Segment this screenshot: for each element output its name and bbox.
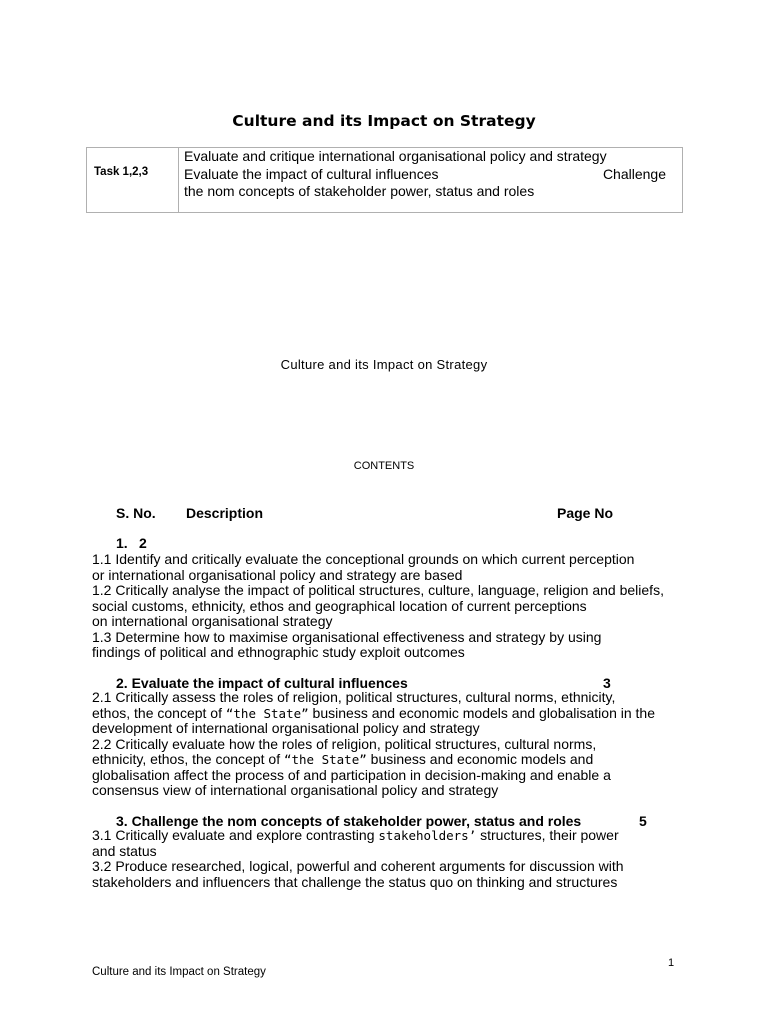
section-2-line: 2.2 Critically evaluate how the roles of religion, political structures, cultural norms,: [92, 735, 597, 752]
quoted-term: “the State”: [225, 705, 309, 721]
task-line-2-right: Challenge: [602, 165, 666, 182]
document-title: Culture and its Impact on Strategy: [232, 112, 536, 130]
section-1-page: 2: [139, 535, 147, 551]
task-line-2: [184, 166, 666, 184]
section-2-heading: 2. Evaluate the impact of cultural influences: [116, 675, 408, 691]
section-2-line: 2.1 Critically assess the roles of religion, political structures, cultural norms, ethnicity,: [92, 689, 616, 705]
section-1-line: or international organisational policy and strategy are based: [92, 566, 463, 583]
section-2-line: ethos, the concept of “the State” business and economic models and globalisation in the: [92, 704, 656, 721]
header-description: Description: [186, 505, 264, 521]
section-1-line: findings of political and ethnographic study exploit outcomes: [92, 644, 465, 660]
section-2-line: development of international organisational policy and strategy: [92, 720, 480, 736]
task-line-2-left: Evaluate the impact of cultural influences: [184, 165, 439, 182]
section-2-page: 3: [603, 675, 611, 691]
section-2-line: consensus view of international organisational policy and strategy: [92, 782, 499, 798]
section-2-line: ethnicity, ethos, the concept of “the State” business and economic models and: [92, 751, 594, 767]
section-3-line: stakeholders and influencers that challenge the status quo on thinking and structures: [92, 873, 618, 890]
quoted-term: “the State”: [283, 752, 367, 767]
header-sno: S. No.: [116, 505, 156, 521]
section-1-line: 1.1 Identify and critically evaluate the conceptional grounds on which current perception: [92, 551, 635, 567]
section-3-line: 3.2 Produce researched, logical, powerful and coherent arguments for discussion with: [92, 858, 624, 874]
section-3-page: 5: [639, 813, 647, 829]
section-1-number: 1.: [116, 535, 128, 551]
task-line-1: Evaluate and critique international organisational policy and strategy: [184, 148, 607, 164]
section-1-line: social customs, ethnicity, ethos and geographical location of current perceptions: [92, 597, 587, 614]
section-3-line: and status: [92, 842, 157, 859]
table-divider: [178, 148, 179, 212]
page-number: 1: [668, 957, 675, 969]
task-table: [86, 147, 683, 213]
section-2-body: [92, 690, 692, 799]
section-1-line: 1.2 Critically analyse the impact of political structures, culture, language, religion and beliefs,: [92, 582, 664, 598]
section-1-line: 1.3 Determine how to maximise organisational effectiveness and strategy by using: [92, 628, 602, 645]
quoted-term: stakeholders’: [378, 828, 477, 843]
header-page-no: Page No: [557, 505, 614, 521]
section-3-heading: 3. Challenge the nom concepts of stakeholder power, status and roles: [116, 813, 582, 829]
contents-heading: CONTENTS: [353, 460, 415, 472]
section-1-body: [92, 552, 692, 661]
section-1-line: on international organisational strategy: [92, 613, 333, 629]
page-footer: Culture and its Impact on Strategy: [92, 966, 266, 978]
task-line-3: the nom concepts of stakeholder power, status and roles: [184, 183, 535, 199]
task-label: Task 1,2,3: [94, 166, 149, 178]
section-3-line: 3.1 Critically evaluate and explore contrasting stakeholders’ structures, their power: [92, 827, 619, 843]
document-subtitle: Culture and its Impact on Strategy: [280, 357, 488, 372]
task-description: [184, 148, 666, 201]
section-3-body: [92, 828, 692, 890]
section-2-line: globalisation affect the process of and participation in decision-making and enable a: [92, 766, 611, 783]
